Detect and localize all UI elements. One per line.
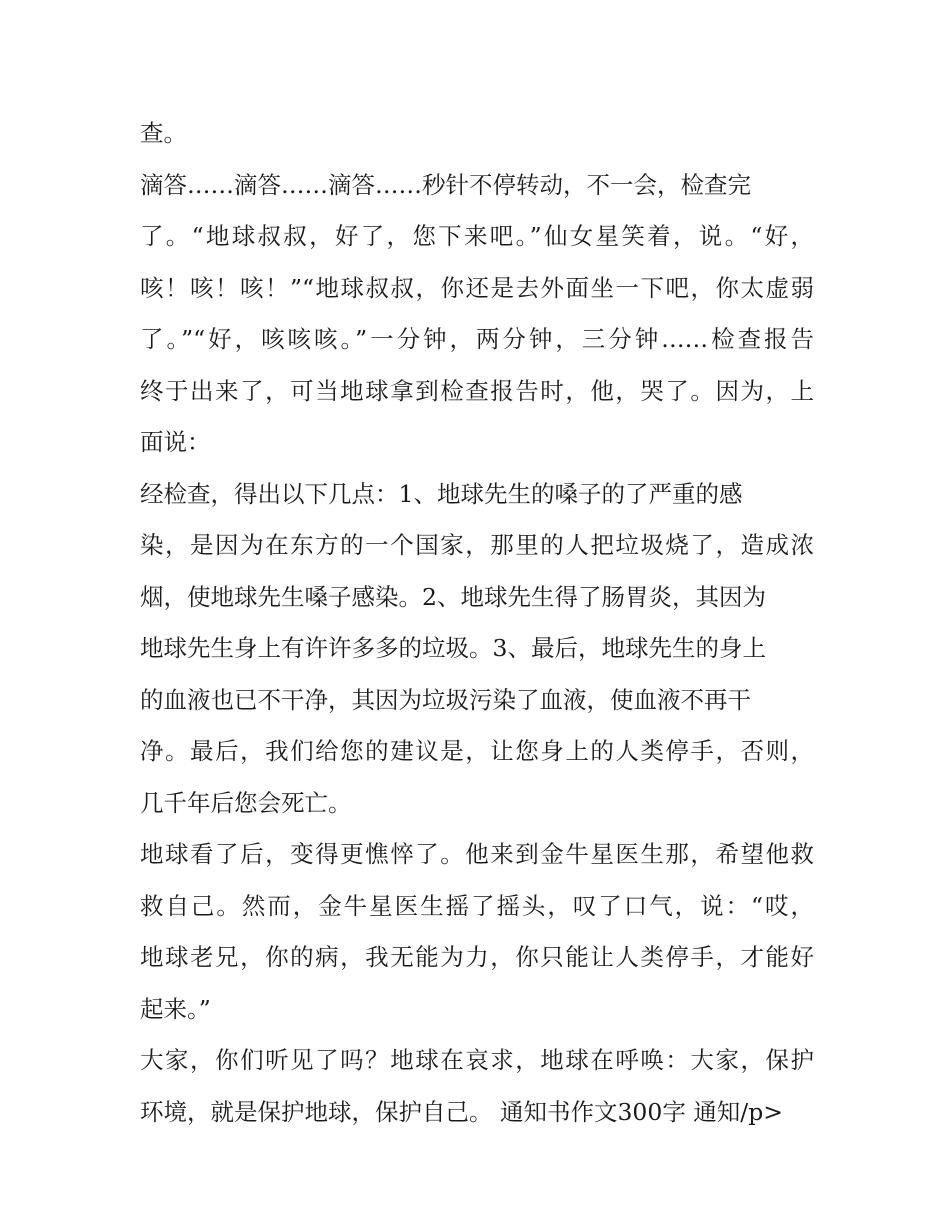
document-body [140, 108, 814, 1138]
text-line: 地球老兄，你的病，我无能为力，你只能让人类停手，才能好 [140, 943, 814, 971]
text-line: 大家，你们听见了吗？地球在哀求，地球在呼唤：大家，保护 [140, 1046, 814, 1074]
text-line: 救自己。然而，金牛星医生摇了摇头，叹了口气，说：“哎， [140, 891, 814, 920]
text-line: 环境，就是保护地球，保护自己。 通知书作文300字 通知/p> [140, 1097, 783, 1126]
text-line: 了。“地球叔叔，好了，您下来吧。”仙女星笑着，说。“好， [140, 222, 814, 250]
text-line: 地球看了后，变得更憔悴了。他来到金牛星医生那，希望他救 [140, 840, 814, 868]
text-line: 起来。” [140, 994, 211, 1023]
text-line: 地球先生身上有许许多多的垃圾。3、最后，地球先生的身上 [140, 634, 766, 662]
text-line: 经检查，得出以下几点：1、地球先生的嗓子的了严重的感 [140, 479, 743, 508]
text-line: 咳！咳！咳！”“地球叔叔，你还是去外面坐一下吧，你太虚弱 [140, 273, 814, 302]
text-line: 面说： [140, 428, 211, 456]
text-line: 的血液也已不干净，其因为垃圾污染了血液，使血液不再干 [140, 685, 751, 714]
text-line: 染，是因为在东方的一个国家，那里的人把垃圾烧了，造成浓 [140, 531, 814, 559]
text-line: 净。最后，我们给您的建议是，让您身上的人类停手，否则， [140, 737, 814, 765]
text-line: 烟，使地球先生嗓子感染。2、地球先生得了肠胃炎，其因为 [140, 582, 766, 611]
text-line: 终于出来了，可当地球拿到检查报告时，他，哭了。因为，上 [140, 376, 814, 405]
text-line: 查。 [140, 119, 187, 147]
text-line: 几千年后您会死亡。 [140, 788, 352, 817]
text-line: 了。”“好，咳咳咳。”一分钟，两分钟，三分钟……检查报告 [140, 325, 814, 353]
text-line: 滴答……滴答……滴答……秒针不停转动，不一会，检查完 [140, 170, 751, 199]
